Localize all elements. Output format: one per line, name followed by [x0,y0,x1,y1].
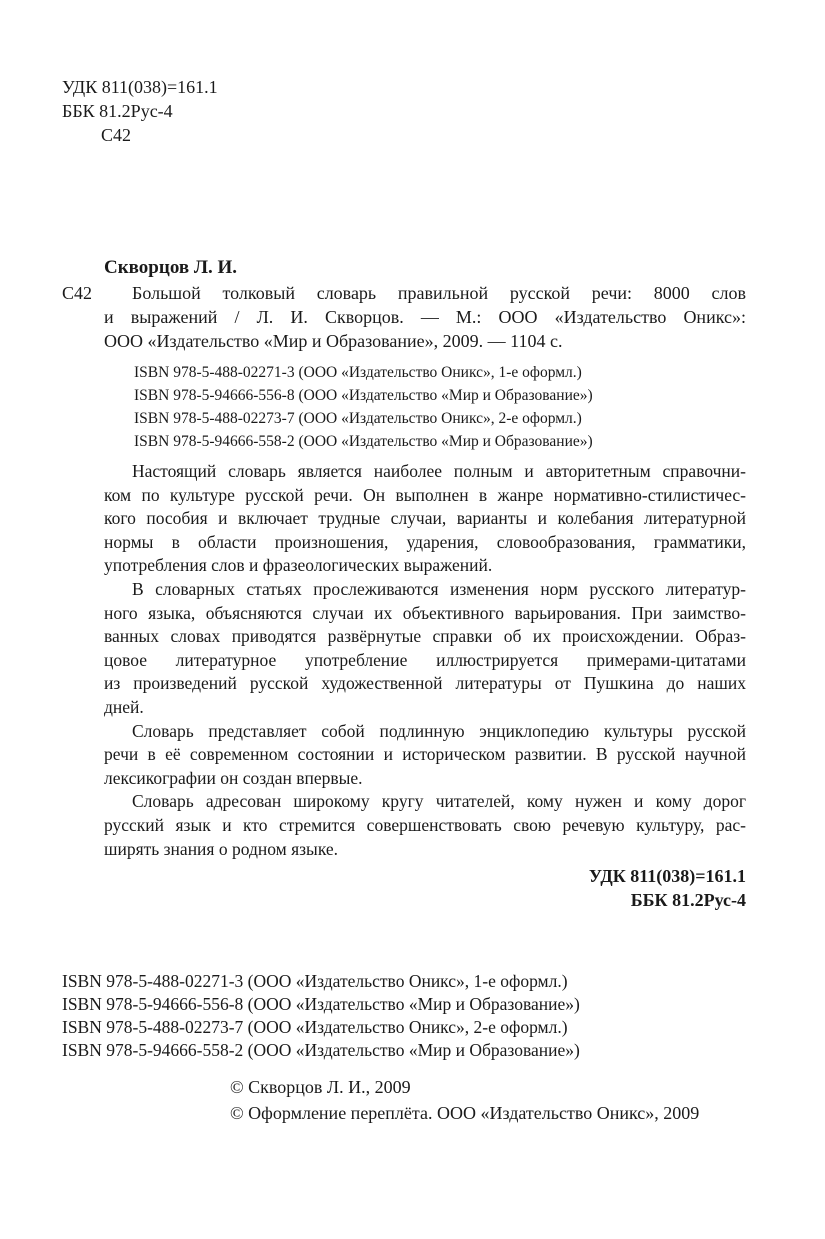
bbk-code-bottom: ББК 81.2Рус-4 [630,890,746,910]
annotation-line: Настоящий словарь является наиболее полным и авторитетным справочни- [132,461,746,481]
annotation-line: цовое литературное употребление иллюстрируется примерами-цитатами [104,649,746,670]
annotation-line: лексикографии он создан впервые. [104,767,363,788]
isbn-entry: ISBN 978-5-488-02273-7 (ООО «Издательство Оникс», 2-е оформл.) [134,410,582,427]
bibliographic-description [104,281,746,353]
bbk-code: ББК 81.2Рус-4 [62,101,173,121]
description-line: и выражений / Л. И. Скворцов. — М.: ООО «Издательство Оникс»: [104,307,746,327]
annotation-line: нормы в области произношения, ударения, словообразования, грамматики, [104,531,746,552]
annotation-line: употребления слов и фразеологических выражений. [104,555,493,576]
isbn-list [62,970,580,1062]
udk-code: УДК 811(038)=161.1 [62,77,218,97]
annotation-line: ширять знания о родном языке. [104,838,339,859]
isbn-entry: ISBN 978-5-488-02271-3 (ООО «Издательство Оникс», 1-е оформл.) [62,971,568,991]
annotation-line: ком по культуре русской речи. Он выполнен в жанре нормативно-стилистичес- [104,484,746,505]
record-isbn-list [134,361,593,453]
author-heading: Скворцов Л. И. [104,257,238,278]
isbn-entry: ISBN 978-5-94666-558-2 (ООО «Издательство «Мир и Образование») [62,1040,580,1060]
annotation-line: русский язык и кто стремится совершенствовать свою речевую культуру, рас- [104,814,746,835]
isbn-entry: ISBN 978-5-488-02271-3 (ООО «Издательство Оникс», 1-е оформл.) [134,364,582,381]
annotation-line: ванных словах приводятся развёрнутые справки об их происхождении. Образ- [104,626,746,647]
description-line: ООО «Издательство «Мир и Образование», 2009. — 1104 с. [104,331,563,351]
annotation-line: из произведений русской художественной литературы от Пушкина до наших [104,673,746,694]
annotation-line: ного языка, объясняются случаи их объективного варьирования. При заимство- [104,602,746,623]
copyright-line: © Оформление переплёта. ООО «Издательство Оникс», 2009 [230,1103,700,1123]
record-author-mark: С42 [62,283,93,303]
annotation-line: дней. [104,696,144,717]
annotation-line: Словарь представляет собой подлинную энциклопедию культуры русской [132,720,746,741]
annotation-line: В словарных статьях прослеживаются изменения норм русского литератур- [132,578,746,599]
annotation-line: Словарь адресован широкому кругу читателей, кому нужен и кому дорог [132,791,746,812]
copyright-line: © Скворцов Л. И., 2009 [230,1077,411,1097]
isbn-entry: ISBN 978-5-94666-556-8 (ООО «Издательство «Мир и Образование») [134,387,593,404]
annotation-line: речи в её современном состоянии и историческом развитии. В русской научной [104,744,746,765]
isbn-entry: ISBN 978-5-94666-556-8 (ООО «Издательство «Мир и Образование») [62,994,580,1014]
copyright-block [230,1074,699,1126]
isbn-entry: ISBN 978-5-94666-558-2 (ООО «Издательство «Мир и Образование») [134,433,593,450]
udk-code-bottom: УДК 811(038)=161.1 [588,866,746,886]
annotation-line: кого пособия и включает трудные случаи, варианты и колебания литературной [104,508,746,529]
description-line: Большой толковый словарь правильной русской речи: 8000 слов [132,283,746,303]
author-mark: С42 [101,125,132,145]
isbn-entry: ISBN 978-5-488-02273-7 (ООО «Издательство Оникс», 2-е оформл.) [62,1017,568,1037]
annotation [104,460,746,861]
